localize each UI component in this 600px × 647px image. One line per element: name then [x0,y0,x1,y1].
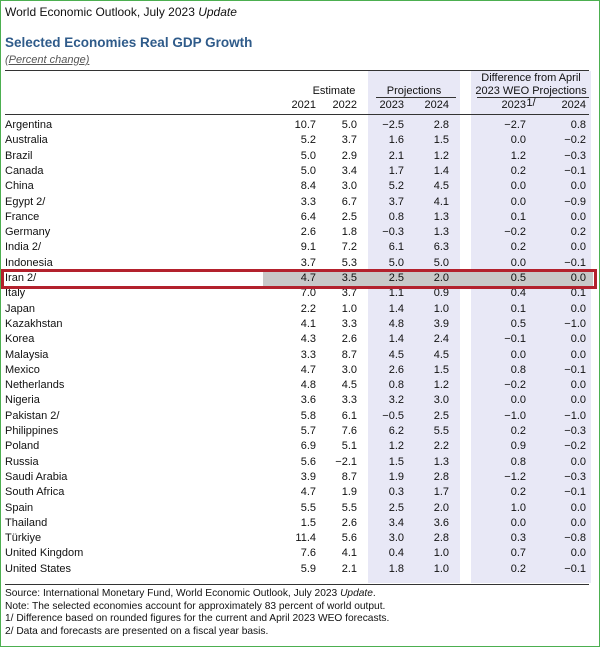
value-cell: 4.8 [388,317,404,330]
table-row [1,425,599,440]
value-cell: 1.4 [388,302,404,315]
difference-underline [477,97,589,98]
value-cell: 3.7 [388,195,404,208]
table-row [1,241,599,256]
value-cell: 5.5 [300,501,316,514]
value-cell: 0.0 [510,180,526,193]
value-cell: 1.0 [510,501,526,514]
year-header-3: 2024 [424,99,449,111]
value-cell: 7.6 [300,547,316,560]
value-cell: −1.2 [504,470,526,483]
table-row [1,287,599,302]
value-cell: −2.5 [382,119,404,131]
country-name: Nigeria [5,394,40,407]
value-cell: 0.0 [570,333,586,346]
value-cell: 2.2 [300,302,316,315]
value-cell: 1.0 [433,302,449,315]
value-cell: 1.5 [388,455,404,468]
source-note [5,588,376,601]
footnote-1: 1/ Difference based on rounded figures for the current and April 2023 WEO forecasts. [5,613,390,624]
value-cell: 2.8 [433,119,449,131]
difference-header-line2: 2023 WEO Projections 1/ [475,85,587,109]
value-cell: 1.3 [433,210,449,223]
value-cell: 1.7 [433,486,449,499]
table-row [1,333,599,348]
value-cell: 5.6 [341,532,357,545]
value-cell: 0.3 [510,532,526,545]
estimate-header: Estimate [312,85,356,97]
value-cell: 5.0 [341,119,357,131]
value-cell: 0.5 [510,317,526,330]
value-cell: 4.8 [300,379,316,392]
value-cell: 9.1 [300,241,316,254]
year-header-5: 2024 [561,99,586,111]
value-cell: 3.3 [341,317,357,330]
value-cell: 4.7 [300,486,316,499]
source-prefix: Source: International Monetary Fund, World Economic Outlook, July 2023 [5,588,338,599]
country-name: Egypt 2/ [5,195,46,208]
value-cell: 0.8 [388,210,404,223]
table-row [1,502,599,517]
value-cell: 0.2 [510,164,526,177]
value-cell: 2.6 [388,363,404,376]
value-cell: 5.0 [433,256,449,269]
value-cell: 5.6 [300,455,316,468]
table-row [1,456,599,471]
country-name: Indonesia [5,256,53,269]
value-cell: 5.9 [300,562,316,575]
value-cell: −0.2 [504,226,526,239]
value-cell: 3.7 [341,287,357,300]
value-cell: 0.4 [388,547,404,560]
value-cell: 3.9 [433,317,449,330]
value-cell: 4.3 [300,333,316,346]
value-cell: 5.7 [300,425,316,437]
country-name: Korea [5,333,35,346]
value-cell: 1.5 [300,516,316,529]
value-cell: 3.6 [300,394,316,407]
value-cell: 3.7 [341,134,357,147]
value-cell: 3.3 [341,394,357,407]
country-name: Philippines [5,425,59,437]
value-cell: 0.0 [510,134,526,147]
country-name: Netherlands [5,379,65,392]
bottom-rule [5,584,589,585]
table-row [1,119,599,134]
value-cell: 0.0 [570,394,586,407]
value-cell: 0.0 [570,180,586,193]
value-cell: −0.3 [564,425,586,437]
value-cell: 3.2 [388,394,404,407]
country-name: Pakistan 2/ [5,409,60,422]
value-cell: 0.0 [570,241,586,254]
value-cell: −0.1 [564,363,586,376]
value-cell: 4.1 [433,195,449,208]
value-cell: −0.2 [564,440,586,453]
country-name: China [5,180,34,193]
value-cell: 0.8 [510,455,526,468]
value-cell: −0.3 [564,149,586,162]
value-cell: 4.5 [341,379,357,392]
country-name: Argentina [5,119,53,131]
value-cell: −0.2 [564,134,586,147]
value-cell: 6.1 [388,241,404,254]
value-cell: 0.0 [510,195,526,208]
table-row [1,211,599,226]
value-cell: 1.2 [433,379,449,392]
country-name: United Kingdom [5,547,84,560]
value-cell: 3.4 [388,516,404,529]
value-cell: 6.4 [300,210,316,223]
value-cell: 0.1 [510,302,526,315]
value-cell: 2.0 [433,272,449,284]
value-cell: 11.4 [295,532,316,545]
value-cell: 2.6 [300,226,316,239]
value-cell: 0.5 [510,272,526,284]
page-title: Selected Economies Real GDP Growth [5,35,253,50]
value-cell: 1.5 [433,363,449,376]
country-name: Spain [5,501,34,514]
country-name: Australia [5,134,48,147]
value-cell: 3.5 [341,272,357,284]
value-cell: 0.0 [570,272,586,284]
country-name: Türkiye [5,532,42,545]
value-cell: 1.0 [433,562,449,575]
value-cell: 2.8 [433,470,449,483]
value-cell: 0.0 [570,348,586,361]
value-cell: −0.1 [504,333,526,346]
value-cell: 0.1 [570,287,586,300]
country-name: South Africa [5,486,65,499]
value-cell: 2.1 [388,149,404,162]
value-cell: 0.8 [570,119,586,131]
value-cell: −0.9 [564,195,586,208]
value-cell: −1.0 [564,317,586,330]
value-cell: 5.1 [341,440,357,453]
year-header-1: 2022 [332,99,357,111]
value-cell: 2.8 [433,532,449,545]
value-cell: 6.9 [300,440,316,453]
value-cell: 1.1 [388,287,404,300]
value-cell: 0.0 [570,210,586,223]
value-cell: 0.0 [510,394,526,407]
country-name: Poland [5,440,40,453]
value-cell: 3.0 [341,180,357,193]
value-cell: 5.0 [300,164,316,177]
table-row [1,547,599,562]
value-cell: −0.1 [564,164,586,177]
table-row [1,180,599,195]
value-cell: 2.6 [341,333,357,346]
table-row [1,394,599,409]
table-row [1,532,599,547]
value-cell: −0.3 [564,470,586,483]
value-cell: 5.0 [300,149,316,162]
table-row [1,134,599,149]
value-cell: 2.1 [341,562,357,575]
value-cell: 2.6 [341,516,357,529]
value-cell: 5.5 [341,501,357,514]
value-cell: 0.2 [570,226,586,239]
value-cell: 0.7 [510,547,526,560]
value-cell: 1.2 [433,149,449,162]
value-cell: 5.5 [433,425,449,437]
year-header-0: 2021 [291,99,316,111]
value-cell: 7.0 [300,287,316,300]
value-cell: 4.7 [300,272,316,284]
value-cell: 2.4 [433,333,449,346]
value-cell: 1.2 [510,149,526,162]
value-cell: 5.8 [300,409,316,422]
value-cell: 0.1 [510,210,526,223]
page-subtitle: (Percent change) [5,54,90,66]
value-cell: 0.0 [570,516,586,529]
value-cell: 5.3 [341,256,357,269]
value-cell: 1.9 [388,470,404,483]
value-cell: 1.7 [388,164,404,177]
top-rule [5,70,589,71]
table-row [1,318,599,333]
value-cell: 3.3 [300,348,316,361]
value-cell: −2.7 [504,119,526,131]
value-cell: 0.8 [388,379,404,392]
value-cell: 0.0 [510,516,526,529]
value-cell: −0.1 [564,256,586,269]
value-cell: 10.7 [294,119,316,131]
value-cell: −0.1 [564,486,586,499]
value-cell: 3.4 [341,164,357,177]
table-row [1,349,599,364]
value-cell: 3.0 [341,363,357,376]
value-cell: 3.9 [300,470,316,483]
value-cell: −0.5 [382,409,404,422]
value-cell: 2.5 [341,210,357,223]
publication-name: World Economic Outlook, July 2023 [5,5,195,19]
value-cell: 4.5 [433,180,449,193]
table-row [1,196,599,211]
value-cell: 6.2 [388,425,404,437]
value-cell: 5.2 [388,180,404,193]
country-name: India 2/ [5,241,42,254]
value-cell: 1.6 [388,134,404,147]
country-name: Mexico [5,363,40,376]
table-row [1,563,599,578]
value-cell: 8.7 [341,348,357,361]
value-cell: 4.5 [433,348,449,361]
table-row [1,471,599,486]
value-cell: 4.1 [341,547,357,560]
value-cell: 1.2 [388,440,404,453]
value-cell: 1.4 [433,164,449,177]
value-cell: 3.6 [433,516,449,529]
value-cell: 7.2 [341,241,357,254]
value-cell: −2.1 [335,455,357,468]
table-row [1,517,599,532]
value-cell: 8.4 [300,180,316,193]
value-cell: 8.7 [341,470,357,483]
value-cell: −0.3 [382,226,404,239]
value-cell: 0.2 [510,241,526,254]
value-cell: 0.2 [510,562,526,575]
country-name: Russia [5,455,39,468]
value-cell: 2.5 [388,272,404,284]
value-cell: 0.9 [433,287,449,300]
value-cell: 1.8 [341,226,357,239]
value-cell: 4.7 [300,363,316,376]
value-cell: 0.0 [570,302,586,315]
value-cell: 1.4 [388,333,404,346]
value-cell: 1.5 [433,134,449,147]
value-cell: 3.7 [300,256,316,269]
value-cell: 6.3 [433,241,449,254]
country-name: Malaysia [5,348,49,361]
value-cell: 2.0 [433,501,449,514]
footnote-note: Note: The selected economies account for approximately 83 percent of world output. [5,601,386,612]
country-name: France [5,210,40,223]
table-row [1,165,599,180]
value-cell: 2.9 [341,149,357,162]
country-name: Germany [5,226,51,239]
value-cell: 1.0 [433,547,449,560]
value-cell: 4.1 [300,317,316,330]
value-cell: 1.8 [388,562,404,575]
projections-underline [376,97,456,98]
value-cell: −1.0 [504,409,526,422]
table-row [1,226,599,241]
value-cell: 2.5 [433,409,449,422]
table-row [1,410,599,425]
value-cell: 0.8 [510,363,526,376]
value-cell: 0.0 [510,348,526,361]
year-header-2: 2023 [379,99,404,111]
value-cell: 0.9 [510,440,526,453]
country-name: United States [5,562,72,575]
country-name: Japan [5,302,35,315]
value-cell: 0.0 [570,455,586,468]
value-cell: 3.0 [388,532,404,545]
value-cell: 0.0 [570,501,586,514]
source-suffix: . [372,588,376,599]
value-cell: 5.0 [388,256,404,269]
country-name: Kazakhstan [5,317,63,330]
year-header-4: 2023 [501,99,526,111]
publication-header [5,5,237,19]
value-cell: 0.2 [510,486,526,499]
value-cell: 5.2 [300,134,316,147]
value-cell: 2.5 [388,501,404,514]
value-cell: 0.2 [510,425,526,437]
country-name: Thailand [5,516,48,529]
country-name: Iran 2/ [5,272,37,284]
value-cell: −0.8 [564,532,586,545]
country-name: Italy [5,287,26,300]
value-cell: 0.4 [510,287,526,300]
value-cell: 1.9 [341,486,357,499]
value-cell: −1.0 [564,409,586,422]
value-cell: 1.3 [433,455,449,468]
value-cell: 0.3 [388,486,404,499]
table-row [1,364,599,379]
value-cell: 0.0 [570,547,586,560]
value-cell: 1.0 [341,302,357,315]
table-row [1,379,599,394]
source-edition: Update [340,588,373,599]
value-cell: −0.2 [504,379,526,392]
country-name: Brazil [5,149,33,162]
value-cell: −0.1 [564,562,586,575]
country-name: Canada [5,164,44,177]
table-row [1,150,599,165]
projections-header: Projections [386,85,442,97]
highlight-box [1,269,597,289]
table-row [1,440,599,455]
value-cell: 7.6 [341,425,357,437]
value-cell: 3.0 [433,394,449,407]
value-cell: 4.5 [388,348,404,361]
value-cell: 3.3 [300,195,316,208]
value-cell: 0.0 [510,256,526,269]
country-name: Saudi Arabia [5,470,68,483]
value-cell: 1.3 [433,226,449,239]
header-bottom-rule [5,114,589,115]
publication-edition: Update [198,5,237,19]
value-cell: 6.1 [341,409,357,422]
value-cell: 0.0 [570,379,586,392]
footnote-2: 2/ Data and forecasts are presented on a fiscal year basis. [5,626,269,637]
value-cell: 2.2 [433,440,449,453]
table-row [1,486,599,501]
value-cell: 6.7 [341,195,357,208]
difference-header-line1: Difference from April [481,72,581,84]
table-row [1,303,599,318]
